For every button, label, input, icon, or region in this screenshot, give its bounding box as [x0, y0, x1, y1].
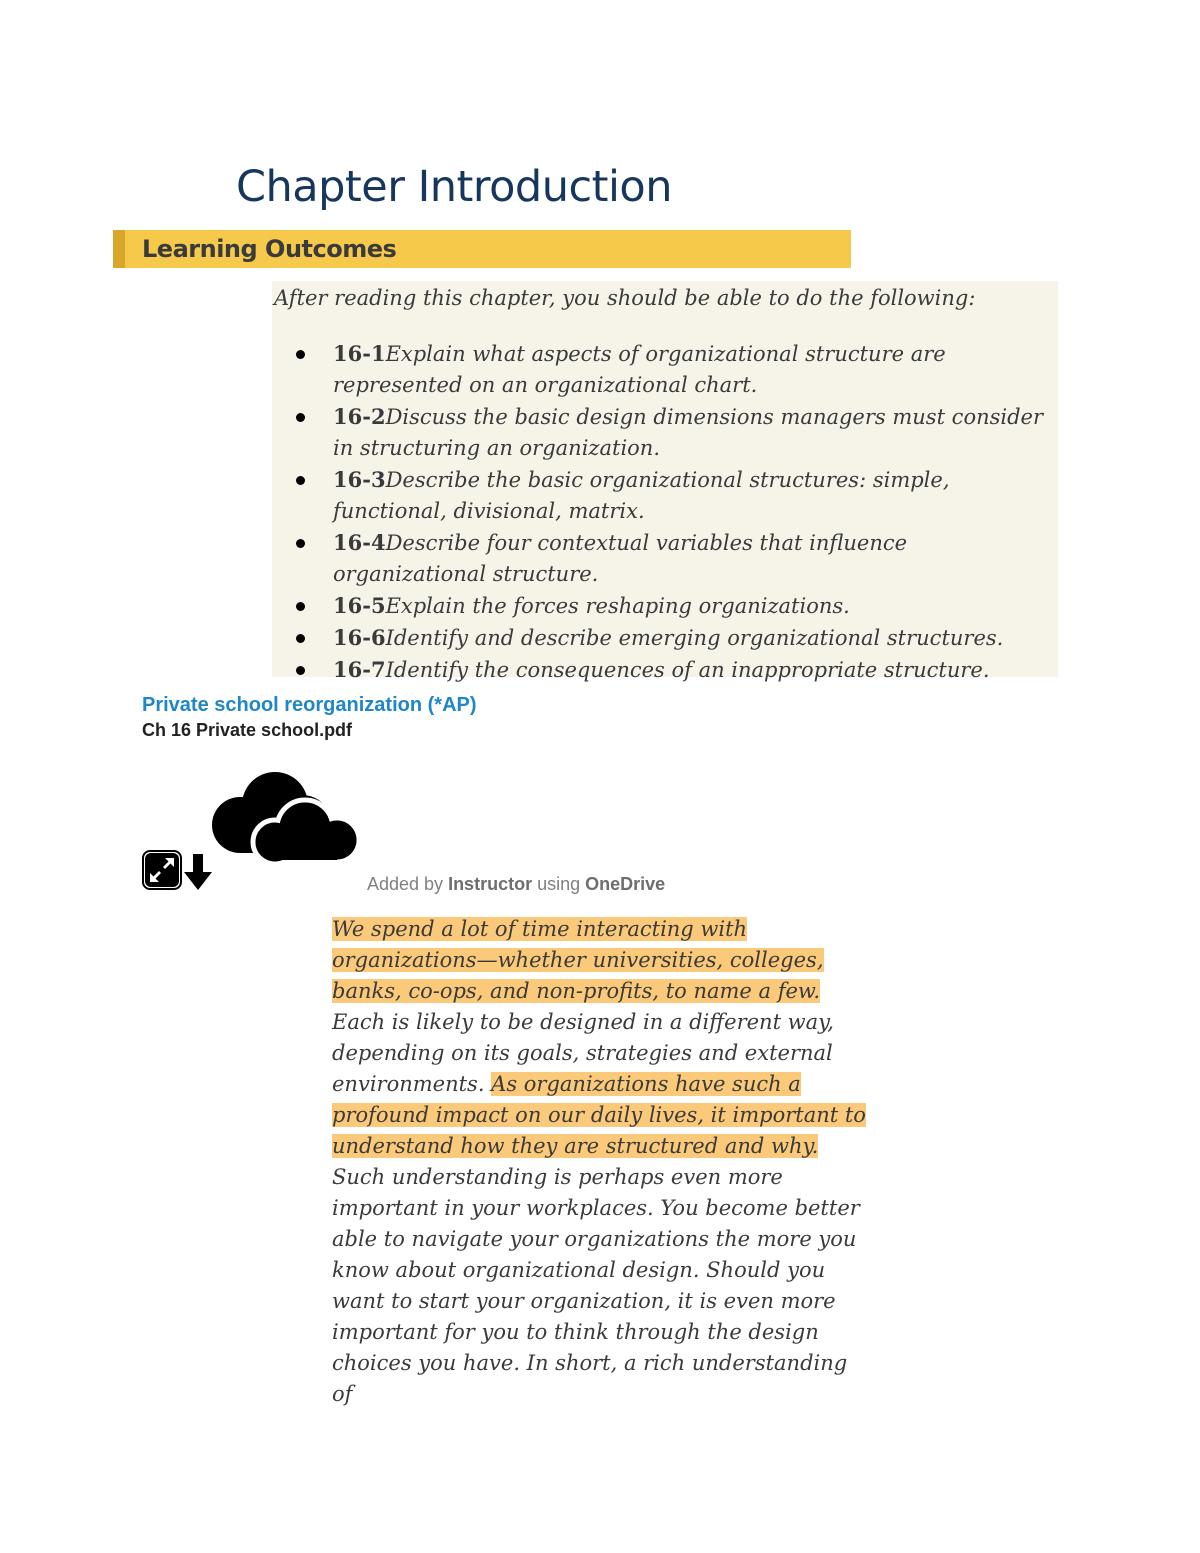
objective-number: 16-6: [333, 625, 386, 650]
objectives-list: [296, 338, 1056, 686]
objective-item: [296, 527, 1056, 590]
objective-number: 16-3: [333, 467, 386, 492]
objective-text: Describe the basic organizational structures: simple, functional, divisional, matrix.: [333, 468, 950, 523]
added-by-line: [367, 874, 665, 895]
objective-text: Explain what aspects of organizational structure are represented on an organizational chart.: [333, 342, 946, 397]
objective-text: Identify and describe emerging organizational structures.: [385, 626, 1004, 650]
objective-item: [296, 590, 1056, 622]
objective-text: Identify the consequences of an inappropriate structure.: [385, 658, 990, 682]
body-paragraph: [332, 914, 872, 1410]
added-by-middle: using: [532, 874, 586, 894]
body-text: Each is likely to be designed in a different way, depending on its goals, strategies and external environments.: [332, 1010, 834, 1096]
objectives-intro: After reading this chapter, you should be able to do the following:: [274, 286, 976, 310]
objective-item: [296, 464, 1056, 527]
highlighted-text: As organizations have such a profound impact on our daily lives, it important to understand how they are structured and why.: [332, 1072, 866, 1158]
objective-item: [296, 338, 1056, 401]
banner-accent: [113, 230, 125, 268]
learning-outcomes-heading: Learning Outcomes: [142, 235, 397, 263]
page-title: Chapter Introduction: [236, 162, 672, 212]
objective-item: [296, 622, 1056, 654]
expand-icon[interactable]: [142, 850, 182, 890]
objective-number: 16-4: [333, 530, 386, 555]
objective-text: Describe four contextual variables that influence organizational structure.: [333, 531, 908, 586]
attachment-link[interactable]: Private school reorganization (*AP): [142, 694, 477, 716]
download-arrow-icon[interactable]: [182, 852, 214, 892]
bullet-icon: [296, 666, 305, 675]
added-by-user: Instructor: [448, 874, 533, 894]
objective-item: [296, 401, 1056, 464]
objective-item: [296, 654, 1056, 686]
bullet-icon: [296, 634, 305, 643]
added-by-service: OneDrive: [585, 874, 666, 894]
highlighted-text: We spend a lot of time interacting with organizations—whether universities, colleges, banks, co-ops, and non-profits, to name a few.: [332, 917, 824, 1003]
added-by-prefix: Added by: [367, 874, 449, 894]
bullet-icon: [296, 476, 305, 485]
objective-number: 16-1: [333, 341, 386, 366]
objective-number: 16-7: [333, 657, 386, 682]
objective-text: Explain the forces reshaping organizations.: [385, 594, 850, 618]
attachment-file-name[interactable]: Ch 16 Private school.pdf: [142, 720, 353, 740]
bullet-icon: [296, 602, 305, 611]
objective-number: 16-2: [333, 404, 386, 429]
onedrive-cloud-icon: [210, 770, 365, 865]
bullet-icon: [296, 539, 305, 548]
bullet-icon: [296, 413, 305, 422]
bullet-icon: [296, 350, 305, 359]
objective-text: Discuss the basic design dimensions managers must consider in structuring an organization.: [333, 405, 1044, 460]
body-text: Such understanding is perhaps even more important in your workplaces. You become better able to navigate your organizations the more you know about organizational design. Should you want to start your organization, it is even more important for you to think through the design choices you have. In short, a rich understanding of: [332, 1165, 860, 1406]
objective-number: 16-5: [333, 593, 386, 618]
